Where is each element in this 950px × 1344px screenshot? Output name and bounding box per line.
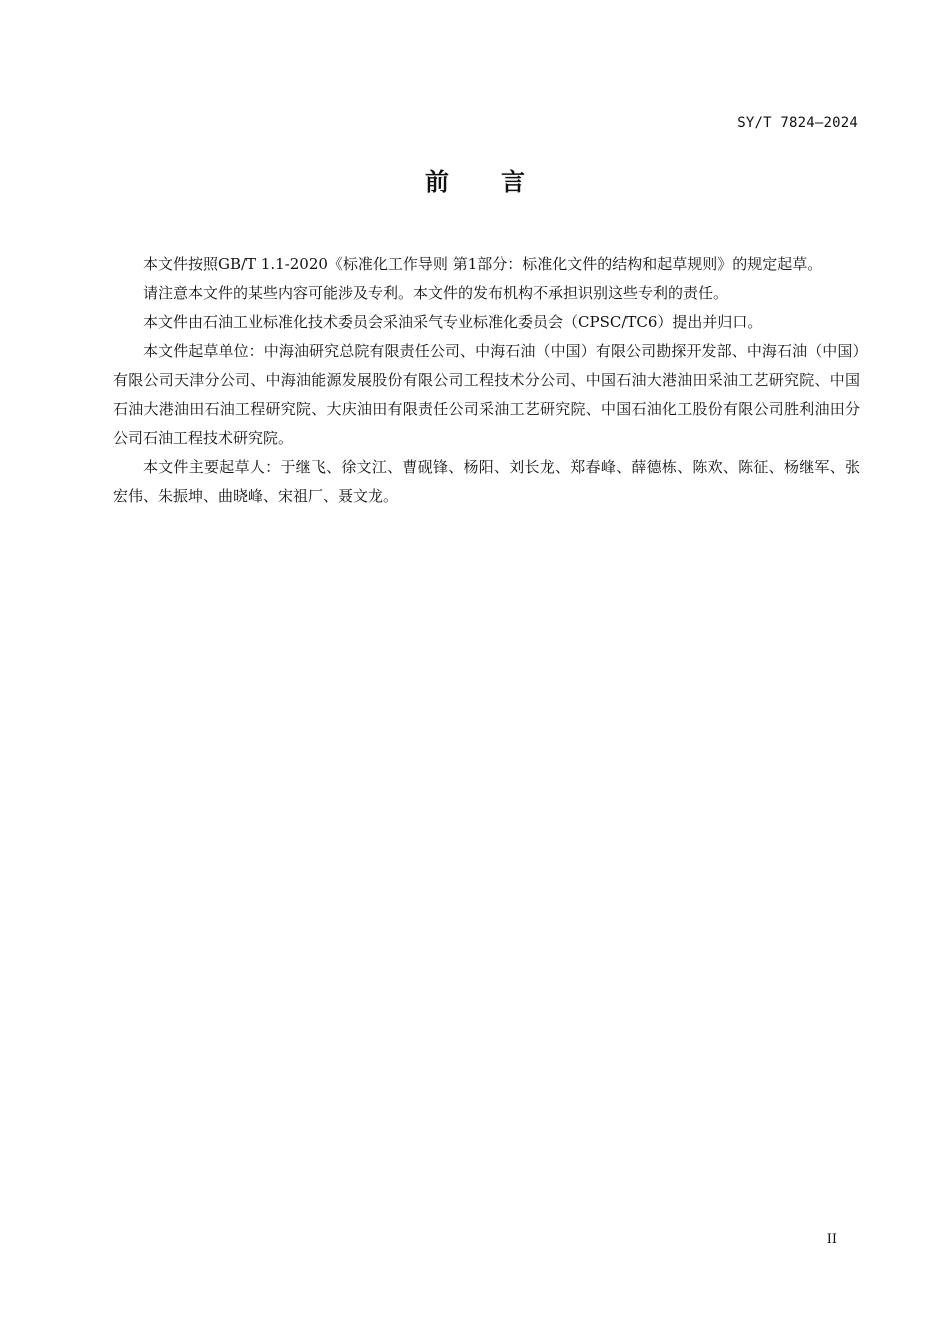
page-number: II — [826, 1232, 837, 1247]
page-title — [0, 162, 950, 197]
paragraph-drafters: 本文件主要起草人：于继飞、徐文江、曹砚锋、杨阳、刘长龙、郑春峰、薛德栋、陈欢、陈征、杨继军、张宏伟、朱振坤、曲晓峰、宋祖厂、聂文龙。 — [113, 458, 860, 505]
paragraph-drafting-units: 本文件起草单位：中海油研究总院有限责任公司、中海石油（中国）有限公司勘探开发部、中海石油（中国）有限公司天津分公司、中海油能源发展股份有限公司工程技术分公司、中国石油大港油田采油工艺研究院、中国石油大港油田石油工程研究院、大庆油田有限责任公司采油工艺研究院、中国石油化工股份有限公司胜利油田分公司石油工程技术研究院。 — [113, 342, 860, 447]
title-char-1: 前 — [425, 168, 449, 196]
foreword-body — [113, 250, 860, 511]
paragraph-drafting-rules: 本文件按照GB/T 1.1-2020《标准化工作导则 第1部分：标准化文件的结构和起草规则》的规定起草。 — [143, 255, 823, 273]
title-char-2: 言 — [501, 168, 525, 196]
standard-code: SY/T 7824—2024 — [737, 115, 858, 131]
paragraph-proposer: 本文件由石油工业标准化技术委员会采油采气专业标准化委员会（CPSC/TC6）提出并归口。 — [143, 313, 763, 331]
paragraph-patent-notice: 请注意本文件的某些内容可能涉及专利。本文件的发布机构不承担识别这些专利的责任。 — [143, 284, 729, 302]
